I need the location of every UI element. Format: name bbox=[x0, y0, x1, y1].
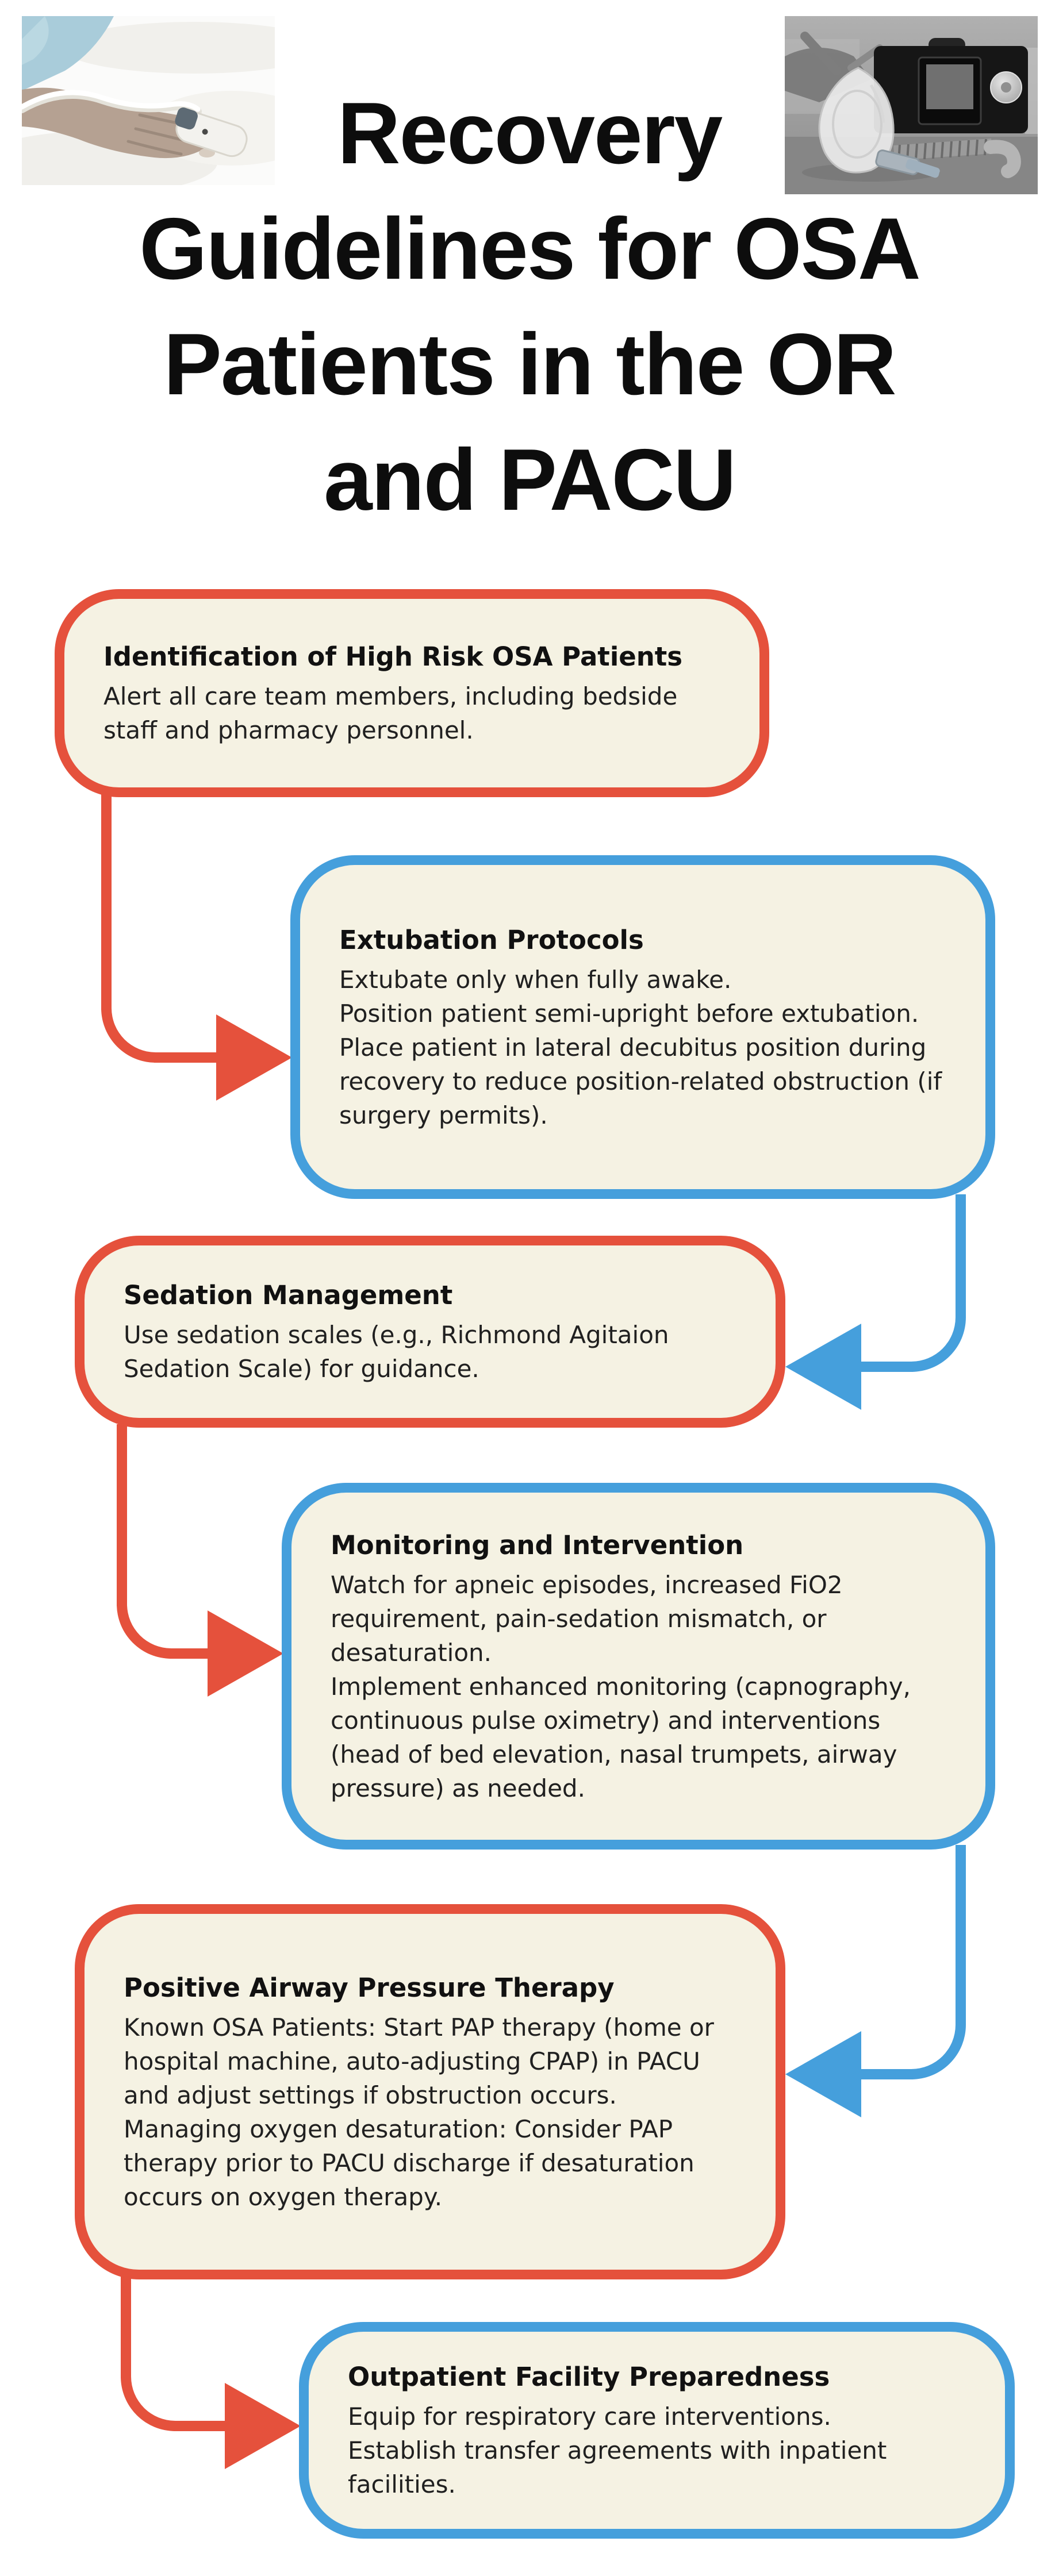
step-box-pap-therapy bbox=[75, 1904, 785, 2279]
step-body-paragraph: Implement enhanced monitoring (capnography, continuous pulse oximetry) and interventions (head of bed elevation, nasal trumpets, airway pressure) as needed. bbox=[331, 1672, 911, 1802]
connector-5-vertical bbox=[121, 2275, 131, 2378]
step-body-paragraph: Alert all care team members, including bedside staff and pharmacy personnel. bbox=[103, 682, 678, 744]
connector-4-vertical bbox=[956, 1845, 966, 2023]
step-title: Outpatient Facility Preparedness bbox=[348, 2362, 830, 2392]
step-body-paragraph: Managing oxygen desaturation: Consider PAP therapy prior to PACU discharge if desaturation occurs on oxygen therapy. bbox=[124, 2114, 695, 2211]
connector-2-vertical bbox=[956, 1194, 966, 1315]
step-title: Monitoring and Intervention bbox=[331, 1529, 744, 1560]
step-box-identification bbox=[55, 589, 769, 797]
connector-4-horizontal bbox=[858, 2069, 913, 2079]
step-box-extubation-protocols bbox=[290, 855, 995, 1199]
step-box-sedation-management bbox=[75, 1236, 785, 1428]
connector-1-corner bbox=[101, 1005, 159, 1063]
arrow-right-icon bbox=[216, 1014, 292, 1101]
step-box-monitoring-intervention bbox=[282, 1483, 995, 1850]
connector-2-corner bbox=[908, 1310, 966, 1372]
step-body-paragraph: Use sedation scales (e.g., Richmond Agitaion Sedation Scale) for guidance. bbox=[124, 1321, 669, 1383]
step-body-paragraph: Extubate only when fully awake. bbox=[339, 965, 732, 994]
step-title: Identification of High Risk OSA Patients bbox=[103, 641, 683, 672]
step-body-paragraph: Position patient semi-upright before extubation. bbox=[339, 999, 919, 1028]
connector-3-corner bbox=[117, 1601, 174, 1659]
arrow-left-icon bbox=[785, 2031, 861, 2117]
connector-1-horizontal bbox=[154, 1052, 223, 1063]
step-title: Positive Airway Pressure Therapy bbox=[124, 1972, 615, 2003]
arrow-left-icon bbox=[785, 1324, 861, 1410]
connector-3-vertical bbox=[117, 1424, 127, 1606]
step-title: Extubation Protocols bbox=[339, 924, 644, 955]
connector-5-corner bbox=[121, 2374, 178, 2431]
title-line-4: and PACU bbox=[324, 431, 735, 529]
step-box-outpatient-preparedness bbox=[299, 2322, 1015, 2539]
connector-4-corner bbox=[908, 2018, 966, 2079]
title-line-1: Recovery bbox=[337, 84, 722, 182]
step-body-paragraph: Place patient in lateral decubitus position during recovery to reduce position-related obstruction (if surgery permits). bbox=[339, 1033, 942, 1129]
cpap-equipment-photo bbox=[785, 16, 1038, 194]
step-title: Sedation Management bbox=[124, 1280, 453, 1310]
title-line-3: Patients in the OR bbox=[163, 316, 896, 413]
step-body-paragraph: Equip for respiratory care interventions. bbox=[348, 2402, 831, 2431]
arrow-right-icon bbox=[225, 2383, 301, 2469]
step-body-paragraph: Known OSA Patients: Start PAP therapy (home or hospital machine, auto-adjusting CPAP) in PACU and adjust settings if obstruction occurs. bbox=[124, 2013, 714, 2109]
connector-1-vertical bbox=[101, 794, 112, 1010]
connector-2-horizontal bbox=[858, 1362, 913, 1372]
arrow-right-icon bbox=[208, 1610, 283, 1697]
step-body-paragraph: Establish transfer agreements with inpatient facilities. bbox=[348, 2436, 887, 2498]
step-body-paragraph: Watch for apneic episodes, increased FiO2 requirement, pain-sedation mismatch, or desaturation. bbox=[331, 1570, 843, 1667]
title-line-2: Guidelines for OSA bbox=[139, 200, 920, 298]
